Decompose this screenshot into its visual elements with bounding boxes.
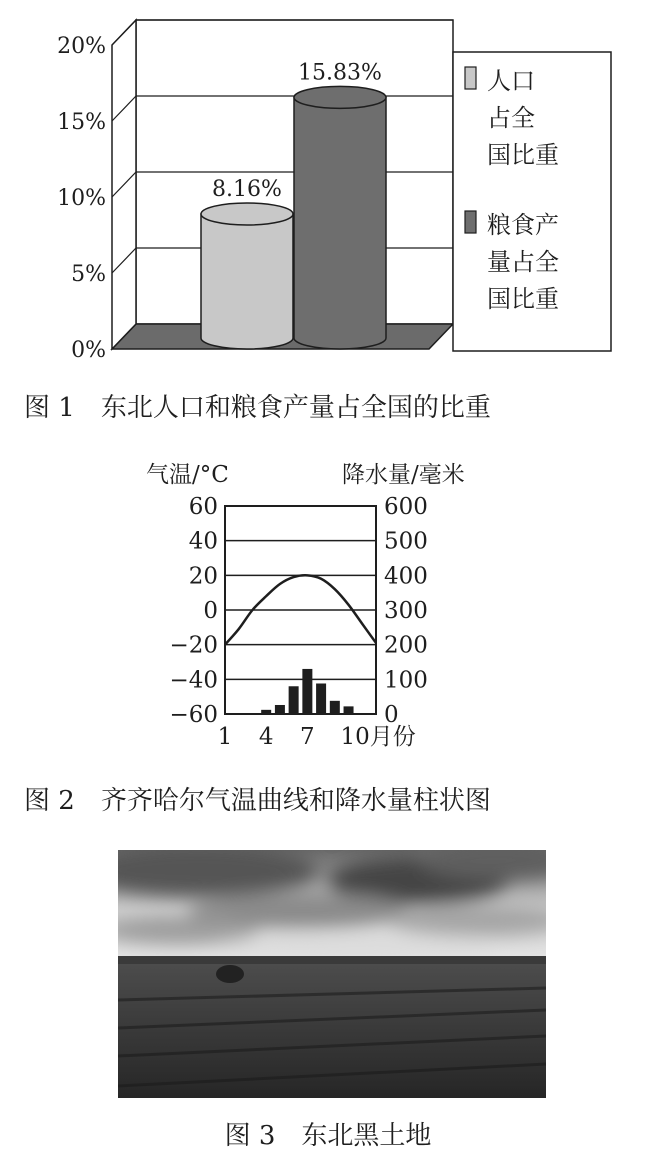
- black-soil-field: [118, 964, 546, 1098]
- y-tick-label: 10%: [57, 186, 106, 211]
- temperature-ticks: [169, 494, 218, 728]
- y-axis-ticks: [57, 34, 106, 363]
- precipitation-bars: [261, 669, 353, 714]
- temperature-tick-label: 20: [188, 563, 218, 590]
- precipitation-tick-label: 0: [384, 702, 399, 728]
- precipitation-bar: [316, 683, 326, 714]
- bar: [294, 60, 386, 349]
- precipitation-bar: [275, 705, 285, 714]
- temperature-tick-label: 0: [203, 598, 218, 624]
- legend-label: 占全: [487, 104, 535, 132]
- precipitation-tick-label: 400: [384, 563, 428, 590]
- legend-swatch: [465, 67, 476, 89]
- figure-2-title: 齐齐哈尔气温曲线和降水量柱状图: [100, 786, 491, 816]
- data-label: 8.16%: [212, 176, 282, 202]
- figure-3-caption: [0, 1116, 656, 1156]
- figure-3-title: 东北黑土地: [301, 1121, 432, 1151]
- y-tick-label: 20%: [57, 34, 106, 59]
- black-soil-photo: [118, 850, 546, 1098]
- tree-silhouette: [216, 965, 244, 983]
- legend-label: 人口: [487, 67, 535, 95]
- temperature-tick-label: 40: [188, 528, 218, 555]
- precipitation-tick-label: 300: [384, 598, 428, 624]
- figure-1-title: 东北人口和粮食产量占全国的比重: [100, 393, 491, 423]
- month-tick-label: 10月份: [340, 724, 416, 750]
- precipitation-bar: [289, 686, 299, 714]
- figure-1-caption: [0, 388, 656, 428]
- bar-body: [294, 97, 386, 349]
- precipitation-axis-label: 降水量/毫米: [342, 462, 465, 488]
- precipitation-bar: [344, 706, 354, 714]
- precipitation-tick-label: 500: [384, 528, 428, 555]
- precipitation-tick-label: 600: [384, 494, 428, 520]
- figure-2-number: 图 2: [24, 786, 75, 816]
- temperature-tick-label: −60: [169, 702, 218, 728]
- temperature-tick-label: 60: [188, 494, 218, 520]
- precipitation-tick-label: 100: [384, 667, 428, 694]
- bar-body: [201, 214, 293, 349]
- y-tick-label: 0%: [71, 338, 106, 363]
- legend-swatch: [465, 211, 476, 233]
- figure-3-number: 图 3: [224, 1121, 276, 1151]
- month-tick-label: 7: [300, 724, 315, 750]
- figure-1-bar-chart: [0, 0, 656, 380]
- precipitation-ticks: [384, 494, 428, 728]
- y-tick-label: 15%: [57, 110, 106, 135]
- legend-label: 量占全: [487, 248, 559, 276]
- legend-label: 国比重: [487, 285, 559, 313]
- data-label: 15.83%: [298, 60, 382, 86]
- figure-2-caption: [0, 781, 656, 821]
- legend-label: 国比重: [487, 141, 559, 169]
- temperature-axis-label: 气温/°C: [146, 462, 229, 488]
- figure-2-climate-chart: [0, 450, 656, 750]
- legend-label: 粮食产: [487, 211, 559, 239]
- figure-1-number: 图 1: [24, 393, 75, 423]
- month-ticks: [218, 724, 416, 750]
- precipitation-bar: [330, 701, 340, 714]
- temperature-tick-label: −40: [169, 667, 218, 694]
- month-tick-label: 4: [258, 724, 274, 750]
- bar-top: [201, 203, 293, 225]
- y-tick-label: 5%: [71, 262, 106, 287]
- bar-top: [294, 86, 386, 108]
- precipitation-tick-label: 200: [384, 632, 428, 659]
- month-tick-label: 1: [217, 724, 233, 750]
- precipitation-bar: [302, 669, 312, 714]
- precipitation-bar: [261, 710, 271, 714]
- legend: [453, 52, 611, 351]
- temperature-tick-label: −20: [169, 632, 218, 659]
